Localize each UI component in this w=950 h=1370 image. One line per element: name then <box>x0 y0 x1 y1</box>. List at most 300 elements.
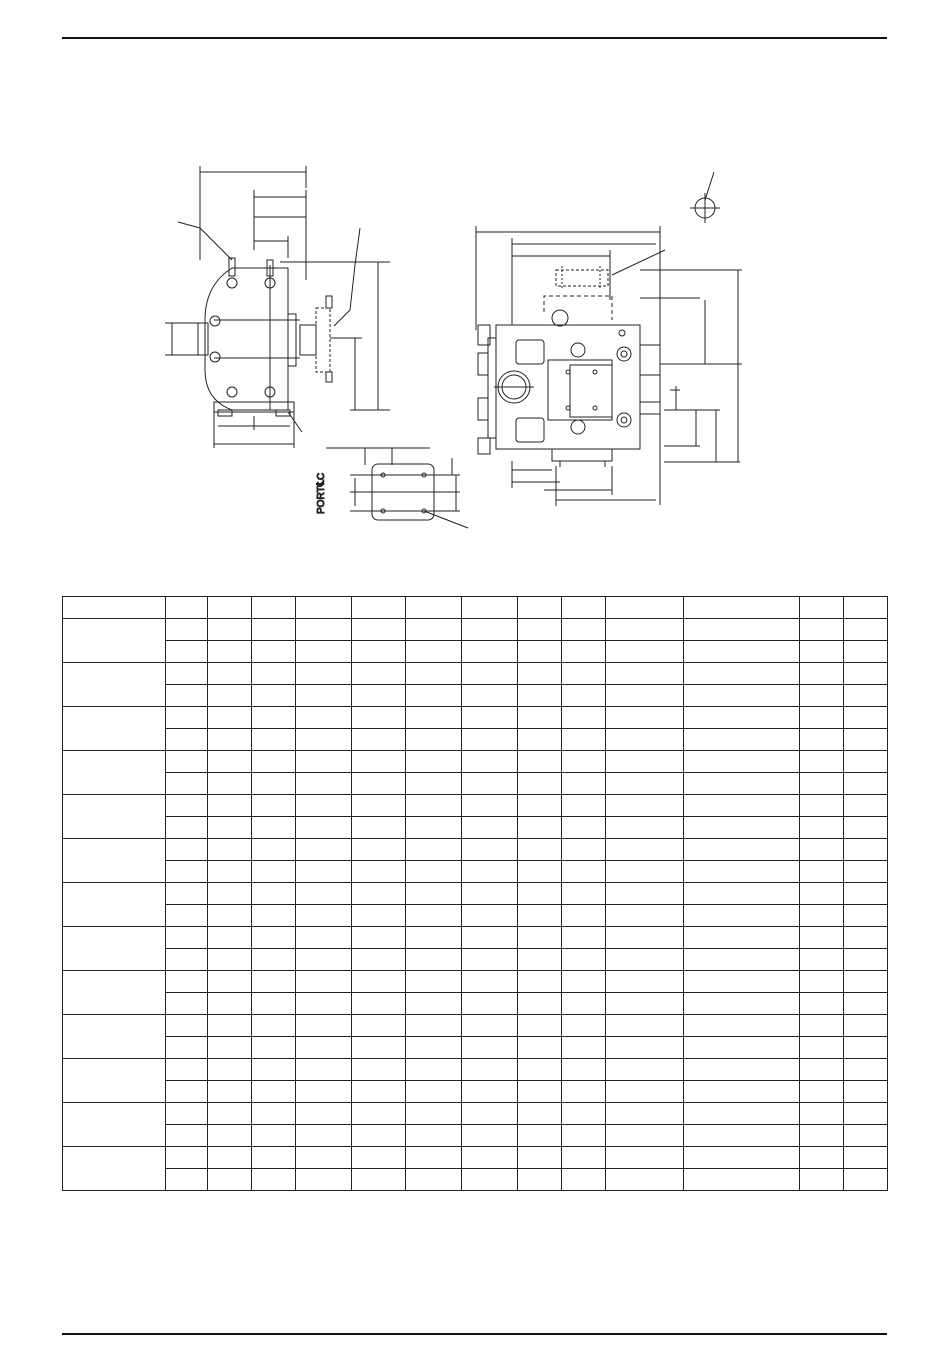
value-cell <box>800 1015 844 1037</box>
value-cell <box>252 1147 296 1169</box>
value-cell <box>406 619 462 641</box>
value-cell <box>462 751 518 773</box>
value-cell <box>844 1015 888 1037</box>
value-cell <box>684 1015 800 1037</box>
value-cell <box>518 1125 562 1147</box>
value-cell <box>562 839 606 861</box>
value-cell <box>562 861 606 883</box>
value-cell <box>166 751 208 773</box>
value-cell <box>684 905 800 927</box>
value-cell <box>208 1125 252 1147</box>
value-cell <box>208 729 252 751</box>
value-cell <box>462 707 518 729</box>
value-cell <box>252 949 296 971</box>
value-cell <box>518 663 562 685</box>
value-cell <box>518 1059 562 1081</box>
value-cell <box>208 619 252 641</box>
header-cell <box>800 597 844 619</box>
value-cell <box>462 839 518 861</box>
value-cell <box>462 861 518 883</box>
value-cell <box>296 1103 352 1125</box>
value-cell <box>518 1103 562 1125</box>
value-cell <box>462 905 518 927</box>
value-cell <box>296 1037 352 1059</box>
value-cell <box>166 1015 208 1037</box>
value-cell <box>352 773 406 795</box>
model-cell <box>63 619 166 663</box>
value-cell <box>684 685 800 707</box>
value-cell <box>518 993 562 1015</box>
value-cell <box>296 773 352 795</box>
value-cell <box>296 905 352 927</box>
value-cell <box>844 905 888 927</box>
value-cell <box>844 619 888 641</box>
value-cell <box>406 1059 462 1081</box>
table-row <box>63 1147 888 1169</box>
value-cell <box>462 795 518 817</box>
value-cell <box>252 927 296 949</box>
value-cell <box>684 641 800 663</box>
value-cell <box>800 993 844 1015</box>
value-cell <box>352 1125 406 1147</box>
table-row <box>63 1125 888 1147</box>
value-cell <box>844 861 888 883</box>
header-cell <box>252 597 296 619</box>
header-cell <box>562 597 606 619</box>
value-cell <box>684 773 800 795</box>
value-cell <box>462 927 518 949</box>
table-row <box>63 1015 888 1037</box>
value-cell <box>562 641 606 663</box>
value-cell <box>462 1147 518 1169</box>
value-cell <box>844 817 888 839</box>
value-cell <box>562 949 606 971</box>
value-cell <box>406 729 462 751</box>
value-cell <box>562 795 606 817</box>
model-cell <box>63 927 166 971</box>
model-cell <box>63 663 166 707</box>
value-cell <box>684 927 800 949</box>
value-cell <box>606 1015 684 1037</box>
value-cell <box>296 817 352 839</box>
value-cell <box>606 707 684 729</box>
value-cell <box>684 971 800 993</box>
value-cell <box>800 1037 844 1059</box>
value-cell <box>166 641 208 663</box>
value-cell <box>406 883 462 905</box>
value-cell <box>208 993 252 1015</box>
value-cell <box>562 1125 606 1147</box>
value-cell <box>462 1103 518 1125</box>
header-cell <box>208 597 252 619</box>
table-row <box>63 971 888 993</box>
value-cell <box>296 861 352 883</box>
value-cell <box>684 1147 800 1169</box>
value-cell <box>844 641 888 663</box>
value-cell <box>352 839 406 861</box>
value-cell <box>352 751 406 773</box>
value-cell <box>606 949 684 971</box>
value-cell <box>252 861 296 883</box>
value-cell <box>606 1081 684 1103</box>
header-cell <box>296 597 352 619</box>
value-cell <box>562 927 606 949</box>
header-cell <box>63 597 166 619</box>
value-cell <box>844 927 888 949</box>
value-cell <box>518 1169 562 1191</box>
value-cell <box>800 839 844 861</box>
header-cell <box>684 597 800 619</box>
value-cell <box>518 927 562 949</box>
value-cell <box>518 949 562 971</box>
value-cell <box>166 1103 208 1125</box>
value-cell <box>208 1103 252 1125</box>
value-cell <box>562 1147 606 1169</box>
value-cell <box>296 641 352 663</box>
value-cell <box>462 1169 518 1191</box>
value-cell <box>208 839 252 861</box>
model-cell <box>63 795 166 839</box>
value-cell <box>684 1103 800 1125</box>
value-cell <box>296 729 352 751</box>
value-cell <box>166 927 208 949</box>
value-cell <box>166 619 208 641</box>
value-cell <box>844 993 888 1015</box>
value-cell <box>406 1125 462 1147</box>
value-cell <box>606 1169 684 1191</box>
value-cell <box>208 1147 252 1169</box>
value-cell <box>800 927 844 949</box>
value-cell <box>606 927 684 949</box>
value-cell <box>252 685 296 707</box>
value-cell <box>462 729 518 751</box>
value-cell <box>252 839 296 861</box>
table-row <box>63 663 888 685</box>
value-cell <box>562 1103 606 1125</box>
value-cell <box>352 1169 406 1191</box>
value-cell <box>684 1081 800 1103</box>
value-cell <box>462 883 518 905</box>
value-cell <box>800 707 844 729</box>
value-cell <box>208 927 252 949</box>
value-cell <box>296 927 352 949</box>
value-cell <box>684 663 800 685</box>
value-cell <box>684 817 800 839</box>
value-cell <box>518 1015 562 1037</box>
model-cell <box>63 883 166 927</box>
value-cell <box>252 1103 296 1125</box>
value-cell <box>606 619 684 641</box>
value-cell <box>166 707 208 729</box>
model-cell <box>63 751 166 795</box>
side-view <box>476 172 742 506</box>
value-cell <box>800 729 844 751</box>
value-cell <box>684 795 800 817</box>
value-cell <box>606 751 684 773</box>
value-cell <box>352 685 406 707</box>
table-row <box>63 685 888 707</box>
value-cell <box>844 707 888 729</box>
value-cell <box>684 949 800 971</box>
value-cell <box>208 685 252 707</box>
value-cell <box>406 1037 462 1059</box>
table-row <box>63 993 888 1015</box>
value-cell <box>296 685 352 707</box>
value-cell <box>462 663 518 685</box>
value-cell <box>208 817 252 839</box>
value-cell <box>844 1125 888 1147</box>
value-cell <box>462 641 518 663</box>
value-cell <box>684 883 800 905</box>
value-cell <box>406 1169 462 1191</box>
value-cell <box>844 751 888 773</box>
value-cell <box>684 751 800 773</box>
value-cell <box>606 993 684 1015</box>
value-cell <box>166 773 208 795</box>
value-cell <box>252 971 296 993</box>
bottom-rule <box>62 1333 887 1335</box>
value-cell <box>562 1037 606 1059</box>
header-cell <box>518 597 562 619</box>
value-cell <box>518 1037 562 1059</box>
value-cell <box>406 971 462 993</box>
value-cell <box>606 773 684 795</box>
value-cell <box>844 1037 888 1059</box>
table-row <box>63 839 888 861</box>
value-cell <box>252 751 296 773</box>
value-cell <box>518 861 562 883</box>
value-cell <box>166 971 208 993</box>
value-cell <box>252 883 296 905</box>
value-cell <box>606 1103 684 1125</box>
table-row <box>63 1037 888 1059</box>
header-cell <box>606 597 684 619</box>
value-cell <box>800 949 844 971</box>
value-cell <box>462 1015 518 1037</box>
value-cell <box>684 619 800 641</box>
model-cell <box>63 839 166 883</box>
value-cell <box>166 1147 208 1169</box>
value-cell <box>208 641 252 663</box>
value-cell <box>406 993 462 1015</box>
value-cell <box>208 883 252 905</box>
value-cell <box>406 641 462 663</box>
value-cell <box>296 663 352 685</box>
value-cell <box>844 1059 888 1081</box>
value-cell <box>166 685 208 707</box>
value-cell <box>562 751 606 773</box>
value-cell <box>208 861 252 883</box>
value-cell <box>296 839 352 861</box>
value-cell <box>166 663 208 685</box>
value-cell <box>518 773 562 795</box>
value-cell <box>352 619 406 641</box>
value-cell <box>252 1015 296 1037</box>
value-cell <box>462 619 518 641</box>
table-row <box>63 1103 888 1125</box>
value-cell <box>252 1059 296 1081</box>
value-cell <box>800 641 844 663</box>
value-cell <box>252 641 296 663</box>
table-row <box>63 949 888 971</box>
value-cell <box>352 927 406 949</box>
value-cell <box>800 619 844 641</box>
value-cell <box>208 795 252 817</box>
value-cell <box>352 729 406 751</box>
value-cell <box>800 1125 844 1147</box>
value-cell <box>562 619 606 641</box>
value-cell <box>462 993 518 1015</box>
value-cell <box>166 1059 208 1081</box>
value-cell <box>844 1081 888 1103</box>
value-cell <box>406 1103 462 1125</box>
value-cell <box>844 949 888 971</box>
value-cell <box>844 883 888 905</box>
value-cell <box>296 619 352 641</box>
value-cell <box>606 1125 684 1147</box>
value-cell <box>406 707 462 729</box>
value-cell <box>800 971 844 993</box>
value-cell <box>296 1015 352 1037</box>
value-cell <box>208 707 252 729</box>
value-cell <box>518 883 562 905</box>
value-cell <box>606 1147 684 1169</box>
value-cell <box>684 993 800 1015</box>
value-cell <box>352 1103 406 1125</box>
value-cell <box>406 905 462 927</box>
value-cell <box>166 1125 208 1147</box>
port-centerline-label: PORT℄C <box>316 472 327 514</box>
value-cell <box>296 1147 352 1169</box>
value-cell <box>562 905 606 927</box>
value-cell <box>208 1169 252 1191</box>
value-cell <box>518 729 562 751</box>
value-cell <box>166 817 208 839</box>
value-cell <box>166 883 208 905</box>
value-cell <box>800 1081 844 1103</box>
value-cell <box>296 795 352 817</box>
table-row <box>63 619 888 641</box>
table-row <box>63 861 888 883</box>
value-cell <box>800 1103 844 1125</box>
value-cell <box>684 729 800 751</box>
value-cell <box>296 1059 352 1081</box>
value-cell <box>208 1059 252 1081</box>
value-cell <box>252 773 296 795</box>
value-cell <box>606 905 684 927</box>
value-cell <box>684 1037 800 1059</box>
value-cell <box>352 883 406 905</box>
value-cell <box>606 641 684 663</box>
value-cell <box>406 817 462 839</box>
value-cell <box>800 1169 844 1191</box>
value-cell <box>562 993 606 1015</box>
model-cell <box>63 1147 166 1191</box>
value-cell <box>606 685 684 707</box>
value-cell <box>800 751 844 773</box>
value-cell <box>406 1147 462 1169</box>
value-cell <box>296 751 352 773</box>
value-cell <box>844 773 888 795</box>
header-cell <box>406 597 462 619</box>
value-cell <box>606 795 684 817</box>
value-cell <box>606 839 684 861</box>
value-cell <box>684 1169 800 1191</box>
end-view <box>165 166 468 528</box>
value-cell <box>166 861 208 883</box>
value-cell <box>844 1169 888 1191</box>
value-cell <box>606 1059 684 1081</box>
value-cell <box>406 751 462 773</box>
value-cell <box>296 1125 352 1147</box>
value-cell <box>684 1125 800 1147</box>
value-cell <box>800 1147 844 1169</box>
value-cell <box>518 751 562 773</box>
model-cell <box>63 1015 166 1059</box>
value-cell <box>844 729 888 751</box>
value-cell <box>800 817 844 839</box>
value-cell <box>296 993 352 1015</box>
value-cell <box>296 707 352 729</box>
value-cell <box>208 1015 252 1037</box>
value-cell <box>462 1125 518 1147</box>
value-cell <box>844 685 888 707</box>
value-cell <box>208 1081 252 1103</box>
value-cell <box>252 817 296 839</box>
table-row <box>63 641 888 663</box>
value-cell <box>562 817 606 839</box>
value-cell <box>800 773 844 795</box>
value-cell <box>406 839 462 861</box>
value-cell <box>406 795 462 817</box>
model-cell <box>63 1103 166 1147</box>
value-cell <box>562 1015 606 1037</box>
value-cell <box>208 751 252 773</box>
value-cell <box>166 1037 208 1059</box>
value-cell <box>562 663 606 685</box>
value-cell <box>606 1037 684 1059</box>
value-cell <box>562 773 606 795</box>
value-cell <box>352 905 406 927</box>
value-cell <box>606 883 684 905</box>
value-cell <box>252 1169 296 1191</box>
value-cell <box>208 949 252 971</box>
value-cell <box>252 1081 296 1103</box>
value-cell <box>352 1015 406 1037</box>
value-cell <box>352 795 406 817</box>
value-cell <box>208 663 252 685</box>
value-cell <box>800 663 844 685</box>
value-cell <box>606 729 684 751</box>
value-cell <box>352 949 406 971</box>
value-cell <box>252 663 296 685</box>
table-row <box>63 751 888 773</box>
value-cell <box>166 729 208 751</box>
value-cell <box>252 729 296 751</box>
value-cell <box>684 1059 800 1081</box>
value-cell <box>462 773 518 795</box>
table-row <box>63 905 888 927</box>
value-cell <box>352 1147 406 1169</box>
value-cell <box>562 1081 606 1103</box>
value-cell <box>352 663 406 685</box>
value-cell <box>800 905 844 927</box>
value-cell <box>352 641 406 663</box>
value-cell <box>462 1081 518 1103</box>
value-cell <box>462 1059 518 1081</box>
value-cell <box>208 905 252 927</box>
header-cell <box>844 597 888 619</box>
